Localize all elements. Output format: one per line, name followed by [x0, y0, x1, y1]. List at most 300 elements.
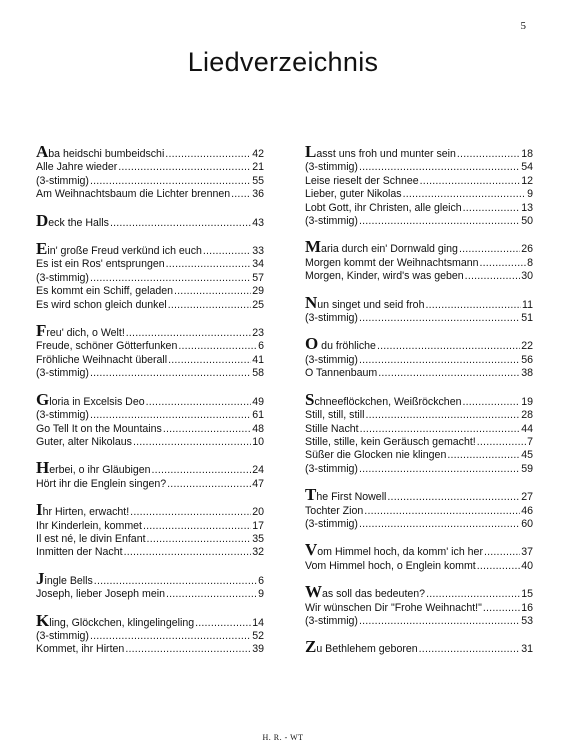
toc-dot-leader [447, 449, 520, 462]
toc-letter-group [305, 637, 533, 657]
toc-entry [36, 588, 264, 601]
toc-entry [36, 210, 264, 230]
toc-entry [305, 449, 533, 462]
toc-dot-leader [387, 491, 520, 504]
toc-dot-leader [359, 354, 520, 367]
toc-dot-leader [484, 546, 520, 559]
toc-letter-group [36, 389, 264, 450]
toc-entry-title [36, 546, 123, 559]
toc-entry [36, 285, 264, 298]
toc-page-number: 51 [521, 312, 533, 325]
toc-page-number: 8 [527, 256, 533, 269]
toc-entry [36, 546, 264, 559]
toc-letter-group [305, 485, 533, 531]
toc-entry [305, 312, 533, 325]
toc-dot-leader [462, 396, 520, 409]
toc-entry-text: (3-stimmig) [36, 409, 89, 422]
toc-entry-title [305, 560, 476, 573]
toc-entry-text: Inmitten der Nacht [36, 546, 123, 559]
toc-dot-leader [94, 575, 257, 588]
toc-entry-title [305, 582, 426, 602]
toc-page-number: 28 [521, 409, 533, 422]
toc-entry-text: Guter, alter Nikolaus [36, 435, 132, 448]
toc-dot-leader [90, 175, 251, 188]
toc-initial-letter: F [36, 321, 47, 341]
toc-entry-title [36, 272, 89, 285]
toc-entry-title [305, 215, 358, 228]
toc-entry-title [305, 175, 419, 188]
toc-page-number: 31 [521, 643, 533, 656]
toc-page-number: 14 [252, 616, 264, 629]
page-number: 5 [520, 20, 526, 32]
toc-page-number: 42 [252, 148, 264, 160]
toc-page-number: 45 [521, 449, 533, 462]
toc-entry-text: chneeflöckchen, Weißröckchen [314, 395, 462, 408]
toc-entry-text: aria durch ein' Dornwald ging [321, 243, 458, 256]
toc-entry [36, 340, 264, 353]
toc-entry-text: Joseph, lieber Joseph mein [36, 588, 165, 601]
toc-initial-letter: D [36, 210, 49, 230]
toc-dot-leader [133, 436, 251, 449]
toc-initial-letter: Z [305, 637, 317, 657]
toc-dot-leader [364, 505, 520, 518]
toc-entry [305, 354, 533, 367]
toc-page-number: 52 [252, 629, 264, 642]
toc-dot-leader [463, 202, 521, 215]
toc-page-number: 53 [521, 614, 533, 627]
toc-dot-leader [165, 148, 251, 161]
toc-dot-leader [167, 478, 251, 491]
toc-page-number: 18 [521, 148, 533, 160]
toc-dot-leader [359, 518, 520, 531]
toc-letter-group [36, 239, 264, 312]
toc-page-number: 23 [252, 327, 264, 340]
toc-dot-leader [168, 299, 251, 312]
toc-entry-title [36, 436, 132, 449]
toc-entry-text: asst uns froh und munter sein [316, 148, 456, 160]
toc-dot-leader [124, 546, 252, 559]
toc-entry-text: erbei, o ihr Gläubigen [49, 464, 151, 477]
toc-entry-text: Tochter Zion [305, 504, 364, 517]
toc-entry [305, 560, 533, 573]
toc-initial-letter: K [36, 610, 50, 630]
toc-page-number: 55 [252, 174, 264, 187]
toc-dot-leader [90, 630, 251, 643]
toc-entry [305, 540, 533, 560]
toc-dot-leader [477, 436, 526, 449]
toc-page-number: 54 [521, 161, 533, 174]
toc-entry [305, 602, 533, 615]
toc-entry [305, 270, 533, 283]
toc-entry-text: ling, Glöckchen, klingelingeling [49, 616, 195, 629]
toc-page-number: 35 [252, 532, 264, 545]
toc-dot-leader [118, 161, 251, 174]
toc-entry [305, 257, 533, 270]
toc-letter-group [36, 142, 264, 202]
toc-initial-letter: V [305, 540, 318, 560]
toc-entry-title [305, 602, 482, 615]
toc-entry [36, 500, 264, 520]
toc-entry-title [36, 161, 117, 174]
toc-entry-title [36, 210, 109, 230]
toc-entry [305, 188, 533, 201]
toc-dot-leader [168, 354, 251, 367]
toc-dot-leader [426, 588, 520, 601]
toc-entry-text: (3-stimmig) [305, 312, 358, 325]
toc-initial-letter: S [305, 389, 315, 409]
toc-entry [305, 409, 533, 422]
toc-entry-title [305, 436, 476, 449]
toc-entry-title [36, 533, 146, 546]
toc-entry [36, 389, 264, 409]
toc-entry-text: Stille, stille, kein Geräusch gemacht! [305, 435, 476, 448]
toc-entry [36, 272, 264, 285]
toc-entry-title [36, 423, 162, 436]
toc-page-number: 22 [521, 340, 533, 353]
toc-entry [305, 423, 533, 436]
toc-initial-letter: N [305, 292, 318, 312]
toc-dot-leader [465, 270, 521, 283]
toc-entry-text: ingle Bells [44, 574, 93, 587]
toc-entry-text: Kommet, ihr Hirten [36, 643, 125, 656]
toc-page-number: 40 [521, 559, 533, 572]
toc-entry-title [305, 449, 446, 462]
toc-dot-leader [359, 463, 520, 476]
toc-dot-leader [203, 245, 251, 258]
toc-entry [36, 436, 264, 449]
toc-entry [36, 188, 264, 201]
toc-entry-title [305, 505, 363, 518]
toc-left-column [36, 142, 264, 670]
toc-dot-leader [231, 188, 251, 201]
toc-entry [305, 615, 533, 628]
toc-initial-letter: W [305, 582, 322, 602]
toc-entry-text: Vom Himmel hoch, o Englein kommt [305, 559, 476, 572]
toc-page-number: 16 [521, 601, 533, 614]
toc-page-number: 56 [521, 353, 533, 366]
toc-entry [305, 637, 533, 657]
toc-entry [36, 610, 264, 630]
toc-entry [36, 630, 264, 643]
toc-entry-text: (3-stimmig) [36, 367, 89, 380]
page-title: Liedverzeichnis [187, 47, 379, 77]
toc-entry-text: O Tannenbaum [305, 367, 378, 380]
toc-dot-leader [360, 423, 521, 436]
toc-page-number: 57 [252, 271, 264, 284]
toc-entry-title [36, 588, 165, 601]
toc-entry-title [36, 610, 195, 630]
toc-entry-text: u Bethlehem geboren [316, 643, 418, 656]
toc-entry-title [305, 202, 462, 215]
toc-dot-leader [359, 215, 520, 228]
toc-initial-letter: E [36, 239, 48, 259]
toc-entry [36, 321, 264, 341]
toc-letter-group [305, 237, 533, 283]
toc-right-column [305, 142, 533, 670]
toc-entry [36, 520, 264, 533]
toc-entry-title [305, 367, 377, 380]
toc-dot-leader [457, 148, 520, 161]
toc-page-number: 41 [252, 353, 264, 366]
toc-entry-text: Leise rieselt der Schnee [305, 174, 419, 187]
toc-entry-title [36, 520, 142, 533]
toc-entry-text: du fröhliche [318, 340, 376, 353]
toc-page-number: 48 [252, 422, 264, 435]
toc-letter-group [305, 582, 533, 628]
toc-entry-title [36, 389, 145, 409]
toc-entry [36, 142, 264, 161]
toc-entry-text: reu' dich, o Welt! [46, 327, 125, 340]
toc-letter-group [36, 500, 264, 560]
toc-entry [36, 299, 264, 312]
toc-entry-text: Alle Jahre wieder [36, 161, 118, 174]
toc-page-number: 39 [252, 643, 264, 656]
toc-entry [305, 505, 533, 518]
toc-entry-text: Es kommt ein Schiff, geladen [36, 285, 174, 298]
toc-letter-group [36, 210, 264, 230]
toc-dot-leader [147, 533, 252, 546]
toc-entry-text: Il est né, le divin Enfant [36, 532, 146, 545]
toc-entry-title [305, 463, 358, 476]
toc-dot-leader [126, 327, 251, 340]
toc-page-number: 25 [252, 298, 264, 311]
toc-entry [36, 478, 264, 491]
toc-entry-title [36, 321, 125, 341]
toc-entry-text: as soll das bedeuten? [322, 588, 426, 601]
toc-entry-title [36, 175, 89, 188]
toc-entry [305, 367, 533, 380]
toc-entry-text: Freude, schöner Götterfunken [36, 340, 178, 353]
toc-page-number: 30 [521, 270, 533, 283]
toc-letter-group [305, 142, 533, 228]
toc-page-number: 21 [252, 161, 264, 174]
toc-page-number: 17 [252, 519, 264, 532]
toc-dot-leader [90, 409, 251, 422]
toc-entry [36, 367, 264, 380]
toc-entry-title [36, 354, 167, 367]
toc-dot-leader [378, 367, 520, 380]
toc-page-number: 49 [252, 395, 264, 408]
toc-page-number: 36 [252, 188, 264, 201]
toc-entry [36, 533, 264, 546]
toc-entry [305, 142, 533, 161]
toc-entry-text: Morgen kommt der Weihnachtsmann [305, 256, 479, 269]
toc-entry-text: (3-stimmig) [36, 174, 89, 187]
toc-entry-title [305, 237, 458, 257]
toc-entry-text: hr Hirten, erwacht! [42, 506, 130, 519]
toc-entry-title [305, 334, 376, 354]
toc-initial-letter: H [36, 458, 50, 478]
toc-entry-text: Go Tell It on the Mountains [36, 422, 162, 435]
toc-dot-leader [146, 396, 252, 409]
toc-entry-title [36, 188, 230, 201]
toc-entry-title [36, 643, 124, 656]
toc-page-number: 61 [252, 409, 264, 422]
toc-entry [36, 239, 264, 259]
toc-letter-group [36, 568, 264, 602]
toc-page-number: 6 [258, 574, 264, 587]
toc-entry-text: in' große Freud verkünd ich euch [47, 245, 202, 258]
toc-dot-leader [166, 258, 252, 271]
toc-initial-letter: M [305, 237, 322, 257]
toc-page-number: 60 [521, 517, 533, 530]
toc-entry-title [36, 568, 93, 588]
toc-entry-title [305, 354, 358, 367]
toc-entry-text: (3-stimmig) [305, 517, 358, 530]
toc-entry-title [305, 409, 364, 422]
toc-entry-title [305, 540, 483, 560]
toc-dot-leader [174, 285, 251, 298]
toc-entry-text: (3-stimmig) [305, 614, 358, 627]
toc-page-number: 13 [521, 201, 533, 214]
toc-entry-title [305, 423, 359, 436]
toc-page-number: 46 [521, 504, 533, 517]
toc-entry-title [305, 188, 402, 201]
toc-dot-leader [90, 367, 251, 380]
toc-entry-text: (3-stimmig) [36, 629, 89, 642]
toc-entry-text: Es wird schon gleich dunkel [36, 298, 167, 311]
toc-dot-leader [483, 602, 520, 615]
toc-entry-text: un singet und seid froh [317, 298, 425, 311]
toc-page-number: 20 [252, 506, 264, 519]
toc-entry-title [36, 142, 165, 161]
toc-page-number: 44 [521, 422, 533, 435]
toc-entry-title [305, 270, 464, 283]
toc-entry-text: eck the Halls [48, 216, 109, 229]
toc-page-number: 7 [527, 435, 533, 448]
toc-page-number: 34 [252, 258, 264, 271]
toc-entry-title [36, 239, 202, 259]
toc-entry [36, 258, 264, 271]
toc-page-number: 29 [252, 285, 264, 298]
toc-page-number: 19 [521, 395, 533, 408]
toc-entry-title [305, 485, 387, 505]
toc-entry-title [36, 285, 173, 298]
toc-page-number: 37 [521, 546, 533, 559]
toc-entry [305, 292, 533, 312]
toc-entry-text: (3-stimmig) [305, 353, 358, 366]
toc-entry-title [305, 312, 358, 325]
toc-entry-title [36, 367, 89, 380]
toc-letter-group [305, 292, 533, 326]
toc-page-number: 59 [521, 462, 533, 475]
toc-dot-leader [166, 588, 257, 601]
toc-page-number: 43 [252, 216, 264, 229]
toc-letter-group [36, 321, 264, 381]
toc-dot-leader [163, 423, 251, 436]
toc-entry-title [305, 142, 456, 161]
toc-entry [305, 518, 533, 531]
toc-initial-letter: O [305, 334, 319, 354]
toc-entry-text: Süßer die Glocken nie klingen [305, 449, 447, 462]
toc-entry-title [36, 500, 130, 520]
toc-page-number: 58 [252, 367, 264, 380]
toc-entry [36, 458, 264, 478]
toc-dot-leader [359, 615, 520, 628]
toc-dot-leader [377, 340, 520, 353]
toc-letter-group [36, 458, 264, 491]
toc-page-number: 15 [521, 588, 533, 601]
toc-page-number: 50 [521, 215, 533, 228]
toc-entry [36, 175, 264, 188]
toc-page-number: 11 [522, 298, 533, 311]
toc-entry-text: (3-stimmig) [305, 462, 358, 475]
toc-dot-leader [480, 257, 527, 270]
toc-entry [305, 463, 533, 476]
toc-dot-leader [359, 312, 520, 325]
toc-entry [305, 237, 533, 257]
toc-dot-leader [90, 272, 251, 285]
toc-letter-group [36, 610, 264, 657]
toc-entry [305, 582, 533, 602]
toc-entry-text: loria in Excelsis Deo [49, 395, 145, 408]
toc-entry-text: ba heidschi bumbeidschi [48, 148, 165, 160]
toc-entry-text: Hört ihr die Englein singen? [36, 477, 167, 490]
toc-entry-text: Lieber, guter Nikolas [305, 188, 402, 201]
toc-initial-letter: I [36, 500, 43, 520]
toc-entry-title [36, 458, 151, 478]
toc-entry [305, 436, 533, 449]
toc-entry-title [305, 389, 462, 409]
toc-letter-group [305, 389, 533, 476]
toc-page-number: 12 [521, 174, 533, 187]
toc-entry-text: om Himmel hoch, da komm' ich her [317, 546, 483, 559]
toc-entry [305, 215, 533, 228]
toc-entry-title [36, 478, 166, 491]
toc-entry-text: (3-stimmig) [36, 271, 89, 284]
toc-entry-text: he First Nowell [316, 491, 387, 504]
toc-dot-leader [125, 643, 251, 656]
toc-letter-group [305, 540, 533, 573]
toc-entry-title [305, 161, 358, 174]
toc-entry [305, 202, 533, 215]
toc-entry [305, 175, 533, 188]
toc-entry-title [305, 518, 358, 531]
toc-dot-leader [420, 175, 521, 188]
toc-page-number: 24 [252, 464, 264, 477]
toc-dot-leader [110, 217, 251, 230]
toc-page-number: 27 [521, 491, 533, 504]
toc-page-number: 9 [527, 188, 533, 201]
toc-entry [305, 161, 533, 174]
toc-dot-leader [425, 299, 521, 312]
toc-entry-title [36, 409, 89, 422]
toc-entry [36, 409, 264, 422]
toc-entry-title [36, 630, 89, 643]
toc-dot-leader [477, 560, 520, 573]
toc-initial-letter: G [36, 389, 50, 409]
toc-entry-text: Stille Nacht [305, 422, 359, 435]
toc-entry-text: Fröhliche Weihnacht überall [36, 353, 168, 366]
toc-initial-letter: L [305, 142, 317, 161]
toc-entry-text: Es ist ein Ros' entsprungen [36, 258, 165, 271]
toc-entry-text: Lobt Gott, ihr Christen, alle gleich [305, 201, 462, 214]
toc-dot-leader [403, 188, 527, 201]
toc-entry-title [305, 257, 479, 270]
toc-page-number: 33 [252, 245, 264, 258]
toc-page-number: 38 [521, 367, 533, 380]
toc-entry [305, 485, 533, 505]
toc-dot-leader [459, 243, 520, 256]
toc-dot-leader [152, 464, 252, 477]
toc-entry-text: Still, still, still [305, 409, 365, 422]
toc-dot-leader [178, 340, 257, 353]
footer-credit: H. R. - WT [262, 733, 304, 742]
toc-initial-letter: A [36, 142, 49, 161]
toc-page-number: 32 [252, 546, 264, 559]
toc-dot-leader [130, 506, 251, 519]
toc-entry-title [36, 258, 165, 271]
